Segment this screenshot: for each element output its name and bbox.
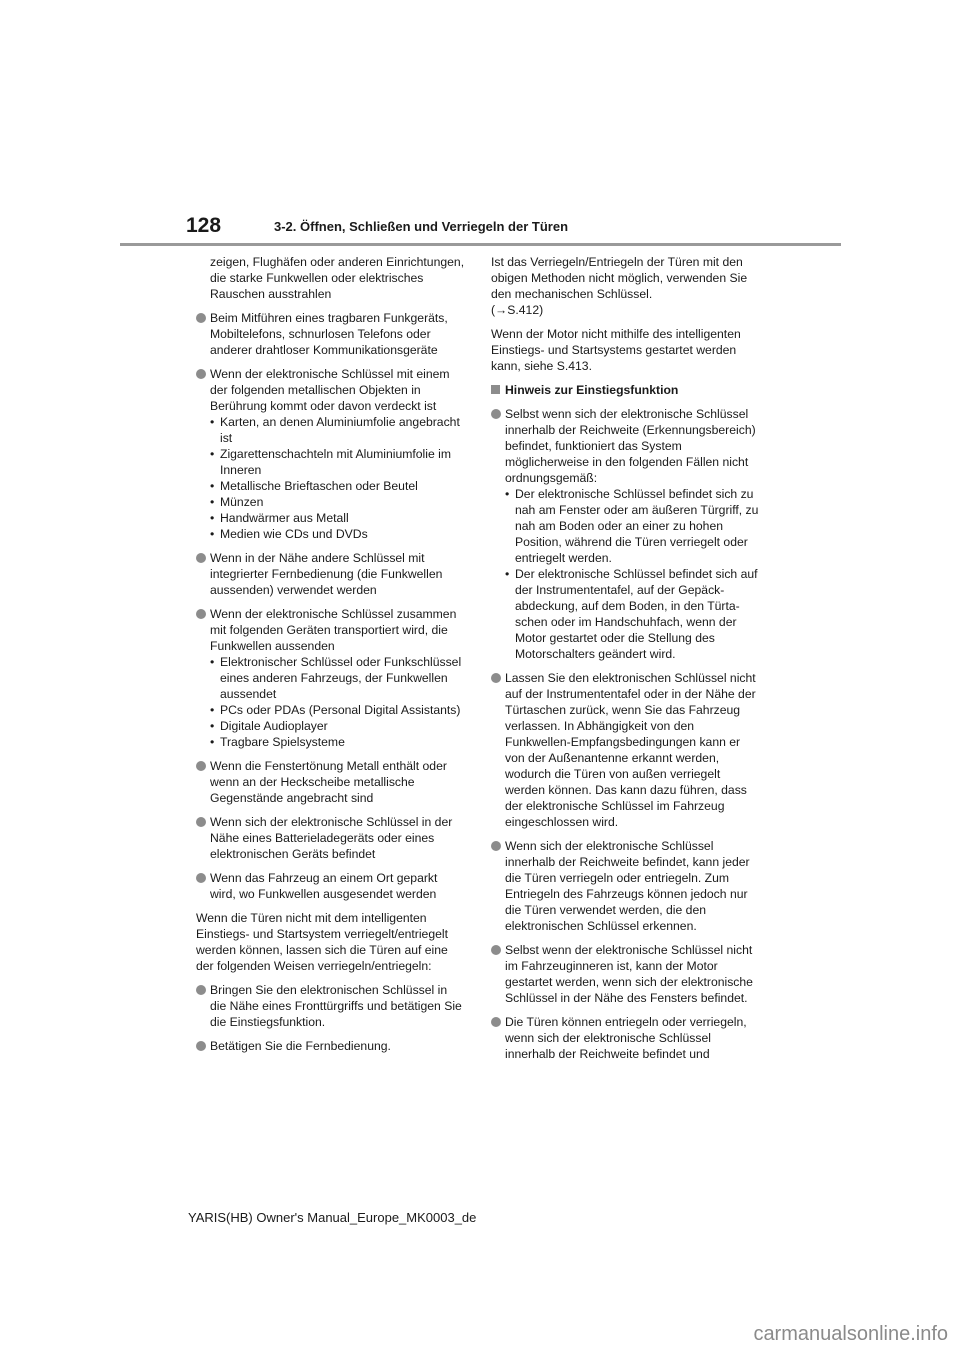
left-column	[196, 254, 466, 1062]
right-column	[491, 254, 761, 1070]
bullet-item: Bringen Sie den elektronischen Schlüssel in die Nähe eines Fronttürgriffs und betätigen Sie die Einstiegsfunktion.	[196, 982, 466, 1030]
bullet-icon	[491, 409, 501, 419]
square-bullet-icon	[491, 385, 500, 394]
bullet-icon	[491, 945, 501, 955]
paragraph: Ist das Verriegeln/Entriegeln der Türen mit den obigen Methoden nicht möglich, verwenden Sie den mechanischen Schlüssel. (→S.412)	[491, 254, 761, 318]
bullet-item: Lassen Sie den elektronischen Schlüssel nicht auf der Instrumententafel oder in der Nähe der Türtaschen zurück, wenn Sie das Fahrzeug verlassen. In Abhängigkeit von den Funkwellen-Empfangsbedingungen kann er von der Außenantenne erkannt werden, wodurch die Türen von außen verriegelt werden können. Das kann dazu führen, dass der elektronische Schlüssel im Fahrzeug eingeschlossen wird.	[491, 670, 761, 830]
sub-item: • Tragbare Spielsysteme	[210, 735, 345, 749]
bullet-item: Die Türen können entriegeln oder verriegeln, wenn sich der elektronische Schlüssel innerhalb der Reichweite befindet und	[491, 1014, 761, 1062]
bullet-item: Wenn das Fahrzeug an einem Ort geparkt wird, wo Funkwellen ausgesendet werden	[196, 870, 466, 902]
bullet-item: Wenn in der Nähe andere Schlüssel mit integrierter Fernbedienung (die Funkwellen aussenden) verwendet werden	[196, 550, 466, 598]
sub-item: • Der elektronische Schlüssel befindet sich auf der Instrumententafel, auf der Gepäckabdeckung, auf dem Boden, in den Türtaschen oder im Handschuhfach, wenn der Motor gestartet oder die Stellung des Motorschalters geändert wird.	[505, 567, 758, 661]
sub-item: • Elektronischer Schlüssel oder Funkschlüssel eines anderen Fahrzeugs, der Funkwellen aussendet	[210, 655, 462, 701]
section-heading: Hinweis zur Einstiegsfunktion	[491, 382, 761, 398]
bullet-icon	[196, 985, 206, 995]
paragraph: Wenn der Motor nicht mithilfe des intelligenten Einstiegs- und Startsystems gestartet werden kann, siehe S.413.	[491, 327, 741, 373]
bullet-icon	[196, 553, 206, 563]
bullet-icon	[491, 673, 501, 683]
bullet-icon	[196, 369, 206, 379]
sub-item: • Karten, an denen Aluminiumfolie angebracht ist	[210, 415, 460, 445]
watermark: carmanualsonline.info	[753, 1323, 948, 1345]
continued-text: zeigen, Flughäfen oder anderen Einrichtungen, die starke Funkwellen oder elektrisches Rauschen ausstrahlen	[210, 255, 465, 301]
bullet-item: Betätigen Sie die Fernbedienung.	[196, 1038, 466, 1054]
bullet-item: Wenn der elektronische Schlüssel mit einem der folgenden metallischen Objekten in Berührung kommt oder davon verdeckt ist • Karten, an denen Aluminiumfolie angebracht ist • Zigarettenschachteln mit Aluminiumfolie im Inneren • Metallische Brieftaschen oder Beutel • Münzen • Handwärmer aus Metall • Medien wie CDs und DVDs	[196, 366, 466, 542]
page-reference: (→S.412)	[491, 303, 544, 317]
page-number: 128	[186, 214, 222, 237]
sub-item: • Handwärmer aus Metall	[210, 511, 349, 525]
sub-item: • Zigarettenschachteln mit Aluminiumfolie im Inneren	[210, 447, 451, 477]
bullet-item: Selbst wenn sich der elektronische Schlüssel innerhalb der Reichweite (Erkennungsbereich) befindet, funktioniert das System möglicherweise in den folgenden Fällen nicht ordnungsgemäß: • Der elektronische Schlüssel befindet sich zu nah am Fenster oder am äußeren Türgriff, zu nah am Boden oder an einer zu hohen Position, während die Türen verriegelt oder entriegelt werden. • Der elektronische Schlüssel befindet sich auf der Instrumententafel, auf der Gepäckabdeckung, auf dem Boden, in den Türtaschen oder im Handschuhfach, wenn der Motor gestartet oder die Stellung des Motorschalters geändert wird.	[491, 406, 761, 662]
bullet-icon	[196, 873, 206, 883]
footer-text: YARIS(HB) Owner's Manual_Europe_MK0003_de	[188, 1210, 477, 1225]
chapter-title: 3-2. Öffnen, Schließen und Verriegeln der Türen	[274, 219, 569, 234]
bullet-item: Wenn sich der elektronische Schlüssel in der Nähe eines Batterieladegeräts oder eines elektronischen Geräts befindet	[196, 814, 466, 862]
sub-item: • Der elektronische Schlüssel befindet sich zu nah am Fenster oder am äußeren Türgriff, zu nah am Boden oder an einer zu hohen Position, während die Türen verriegelt oder entriegelt werden.	[505, 487, 759, 565]
sub-item: • Digitale Audioplayer	[210, 719, 328, 733]
bullet-icon	[196, 817, 206, 827]
header-rule	[120, 243, 841, 246]
bullet-item: Wenn die Fenstertönung Metall enthält oder wenn an der Heckscheibe metallische Gegenstände angebracht sind	[196, 758, 466, 806]
bullet-item: Beim Mitführen eines tragbaren Funkgeräts, Mobiltelefons, schnurlosen Telefons oder anderer drahtloser Kommunikationsgeräte	[196, 310, 466, 358]
bullet-icon	[196, 1041, 206, 1051]
bullet-item: Wenn der elektronische Schlüssel zusammen mit folgenden Geräten transportiert wird, die Funkwellen aussenden • Elektronischer Schlüssel oder Funkschlüssel eines anderen Fahrzeugs, der Funkwellen aussendet • PCs oder PDAs (Personal Digital Assistants) • Digitale Audioplayer • Tragbare Spielsysteme	[196, 606, 466, 750]
bullet-item: Selbst wenn der elektronische Schlüssel nicht im Fahrzeuginneren ist, kann der Motor gestartet werden, wenn sich der elektronische Schlüssel in der Nähe des Fensters befindet.	[491, 942, 761, 1006]
sub-item: • Metallische Brieftaschen oder Beutel	[210, 479, 418, 493]
bullet-item: Wenn sich der elektronische Schlüssel innerhalb der Reichweite befindet, kann jeder die Türen verriegeln oder entriegeln. Zum Entriegeln des Fahrzeugs können jedoch nur die Türen verwendet werden, die den elektronischen Schlüssel erkennen.	[491, 838, 761, 934]
bullet-icon	[196, 609, 206, 619]
sub-item: • PCs oder PDAs (Personal Digital Assistants)	[210, 703, 461, 717]
bullet-icon	[196, 761, 206, 771]
bullet-icon	[491, 1017, 501, 1027]
sub-item: • Medien wie CDs und DVDs	[210, 527, 368, 541]
bullet-icon	[491, 841, 501, 851]
paragraph: Wenn die Türen nicht mit dem intelligenten Einstiegs- und Startsystem verriegelt/entriegelt werden können, lassen sich die Türen auf eine der folgenden Weisen verriegeln/entriegeln:	[196, 911, 448, 973]
sub-item: • Münzen	[210, 495, 264, 509]
bullet-icon	[196, 313, 206, 323]
